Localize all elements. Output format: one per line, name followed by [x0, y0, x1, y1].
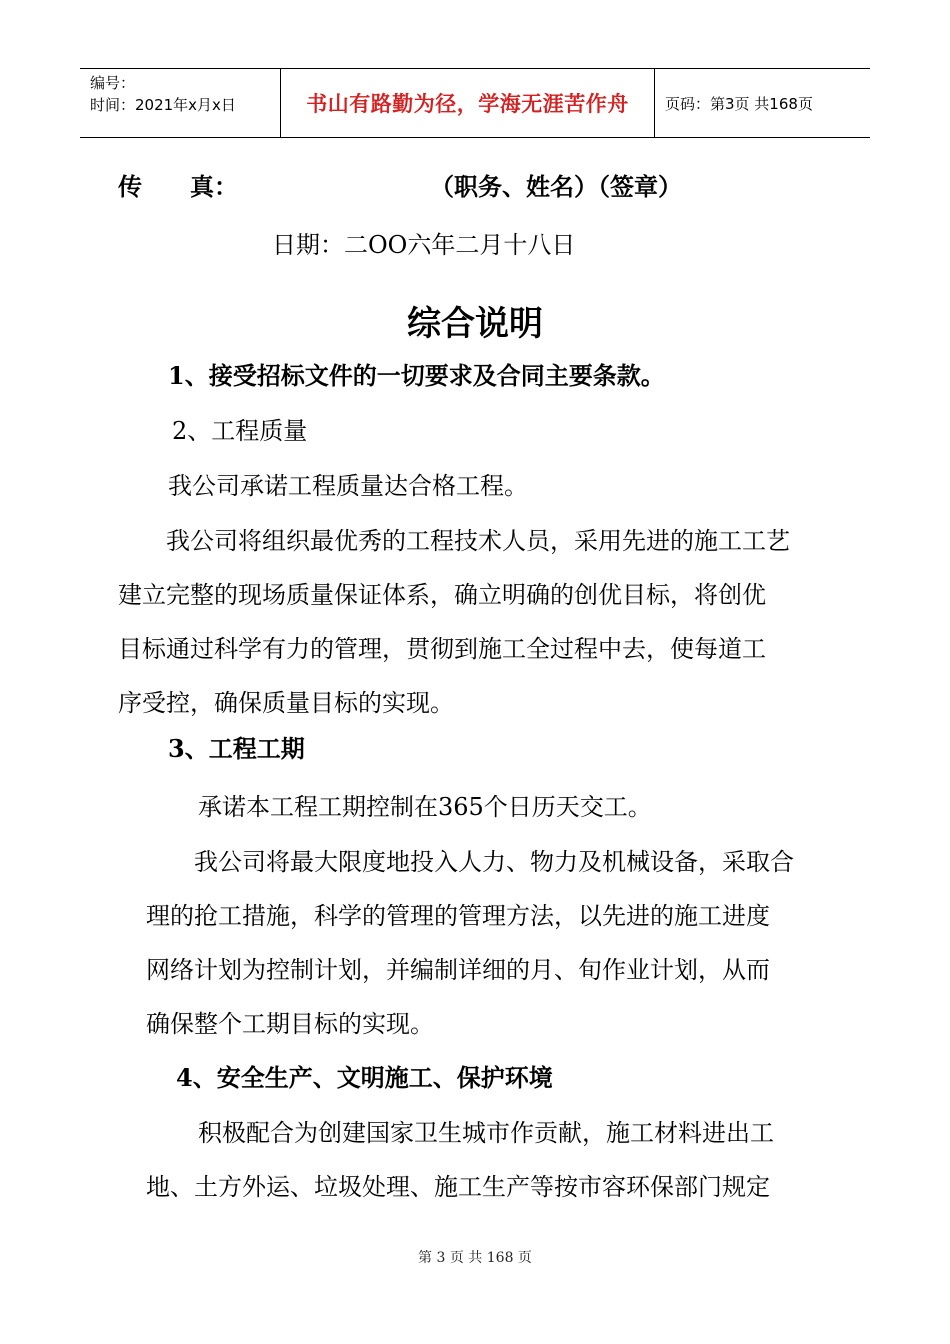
body-line: 地、土方外运、垃圾处理、施工生产等按市容环保部门规定	[146, 1173, 770, 1201]
body-line: 1、接受招标文件的一切要求及合同主要条款。	[168, 361, 665, 390]
header-page-info: 页码：第3页 共168页	[665, 94, 813, 113]
body-line: 网络计划为控制计划，并编制详细的月、旬作业计划，从而	[146, 956, 770, 984]
body-line: 确保整个工期目标的实现。	[146, 1010, 434, 1038]
body-line: 理的抢工措施，科学的管理的管理方法，以先进的施工进度	[146, 902, 770, 930]
body-line: 我公司承诺工程质量达合格工程。	[168, 472, 528, 500]
body-line: 目标通过科学有力的管理，贯彻到施工全过程中去，使每道工	[118, 635, 766, 663]
body-line: 2、工程质量	[172, 417, 308, 445]
page-footer: 第 3 页 共 168 页	[418, 1250, 532, 1266]
body-line: 4、安全生产、文明施工、保护环境	[176, 1063, 553, 1092]
body-line: 积极配合为创建国家卫生城市作贡献，施工材料进出工	[198, 1119, 774, 1147]
position-signature-line: （职务、姓名）（签章）	[430, 172, 682, 201]
number-label: 编号：	[90, 74, 136, 92]
body-line: 3、工程工期	[168, 734, 305, 763]
fax-line: 传 真：	[118, 172, 238, 201]
body-line: 序受控，确保质量目标的实现。	[118, 689, 454, 717]
body-line: 建立完整的现场质量保证体系，确立明确的创优目标，将创优	[118, 581, 766, 609]
page-header	[80, 68, 870, 138]
date-label: 时间：2021年x月x日	[90, 96, 236, 114]
body-line: 我公司将组织最优秀的工程技术人员，采用先进的施工工艺	[166, 527, 790, 555]
header-meta	[80, 69, 281, 137]
document-title: 综合说明	[407, 304, 543, 344]
body-line: 承诺本工程工期控制在365个日历天交工。	[198, 793, 652, 821]
date-line: 日期：二OO六年二月十八日	[272, 231, 576, 259]
body-line: 我公司将最大限度地投入人力、物力及机械设备，采取合	[194, 848, 794, 876]
header-motto: 书山有路勤为径，学海无涯苦作舟	[281, 69, 655, 137]
